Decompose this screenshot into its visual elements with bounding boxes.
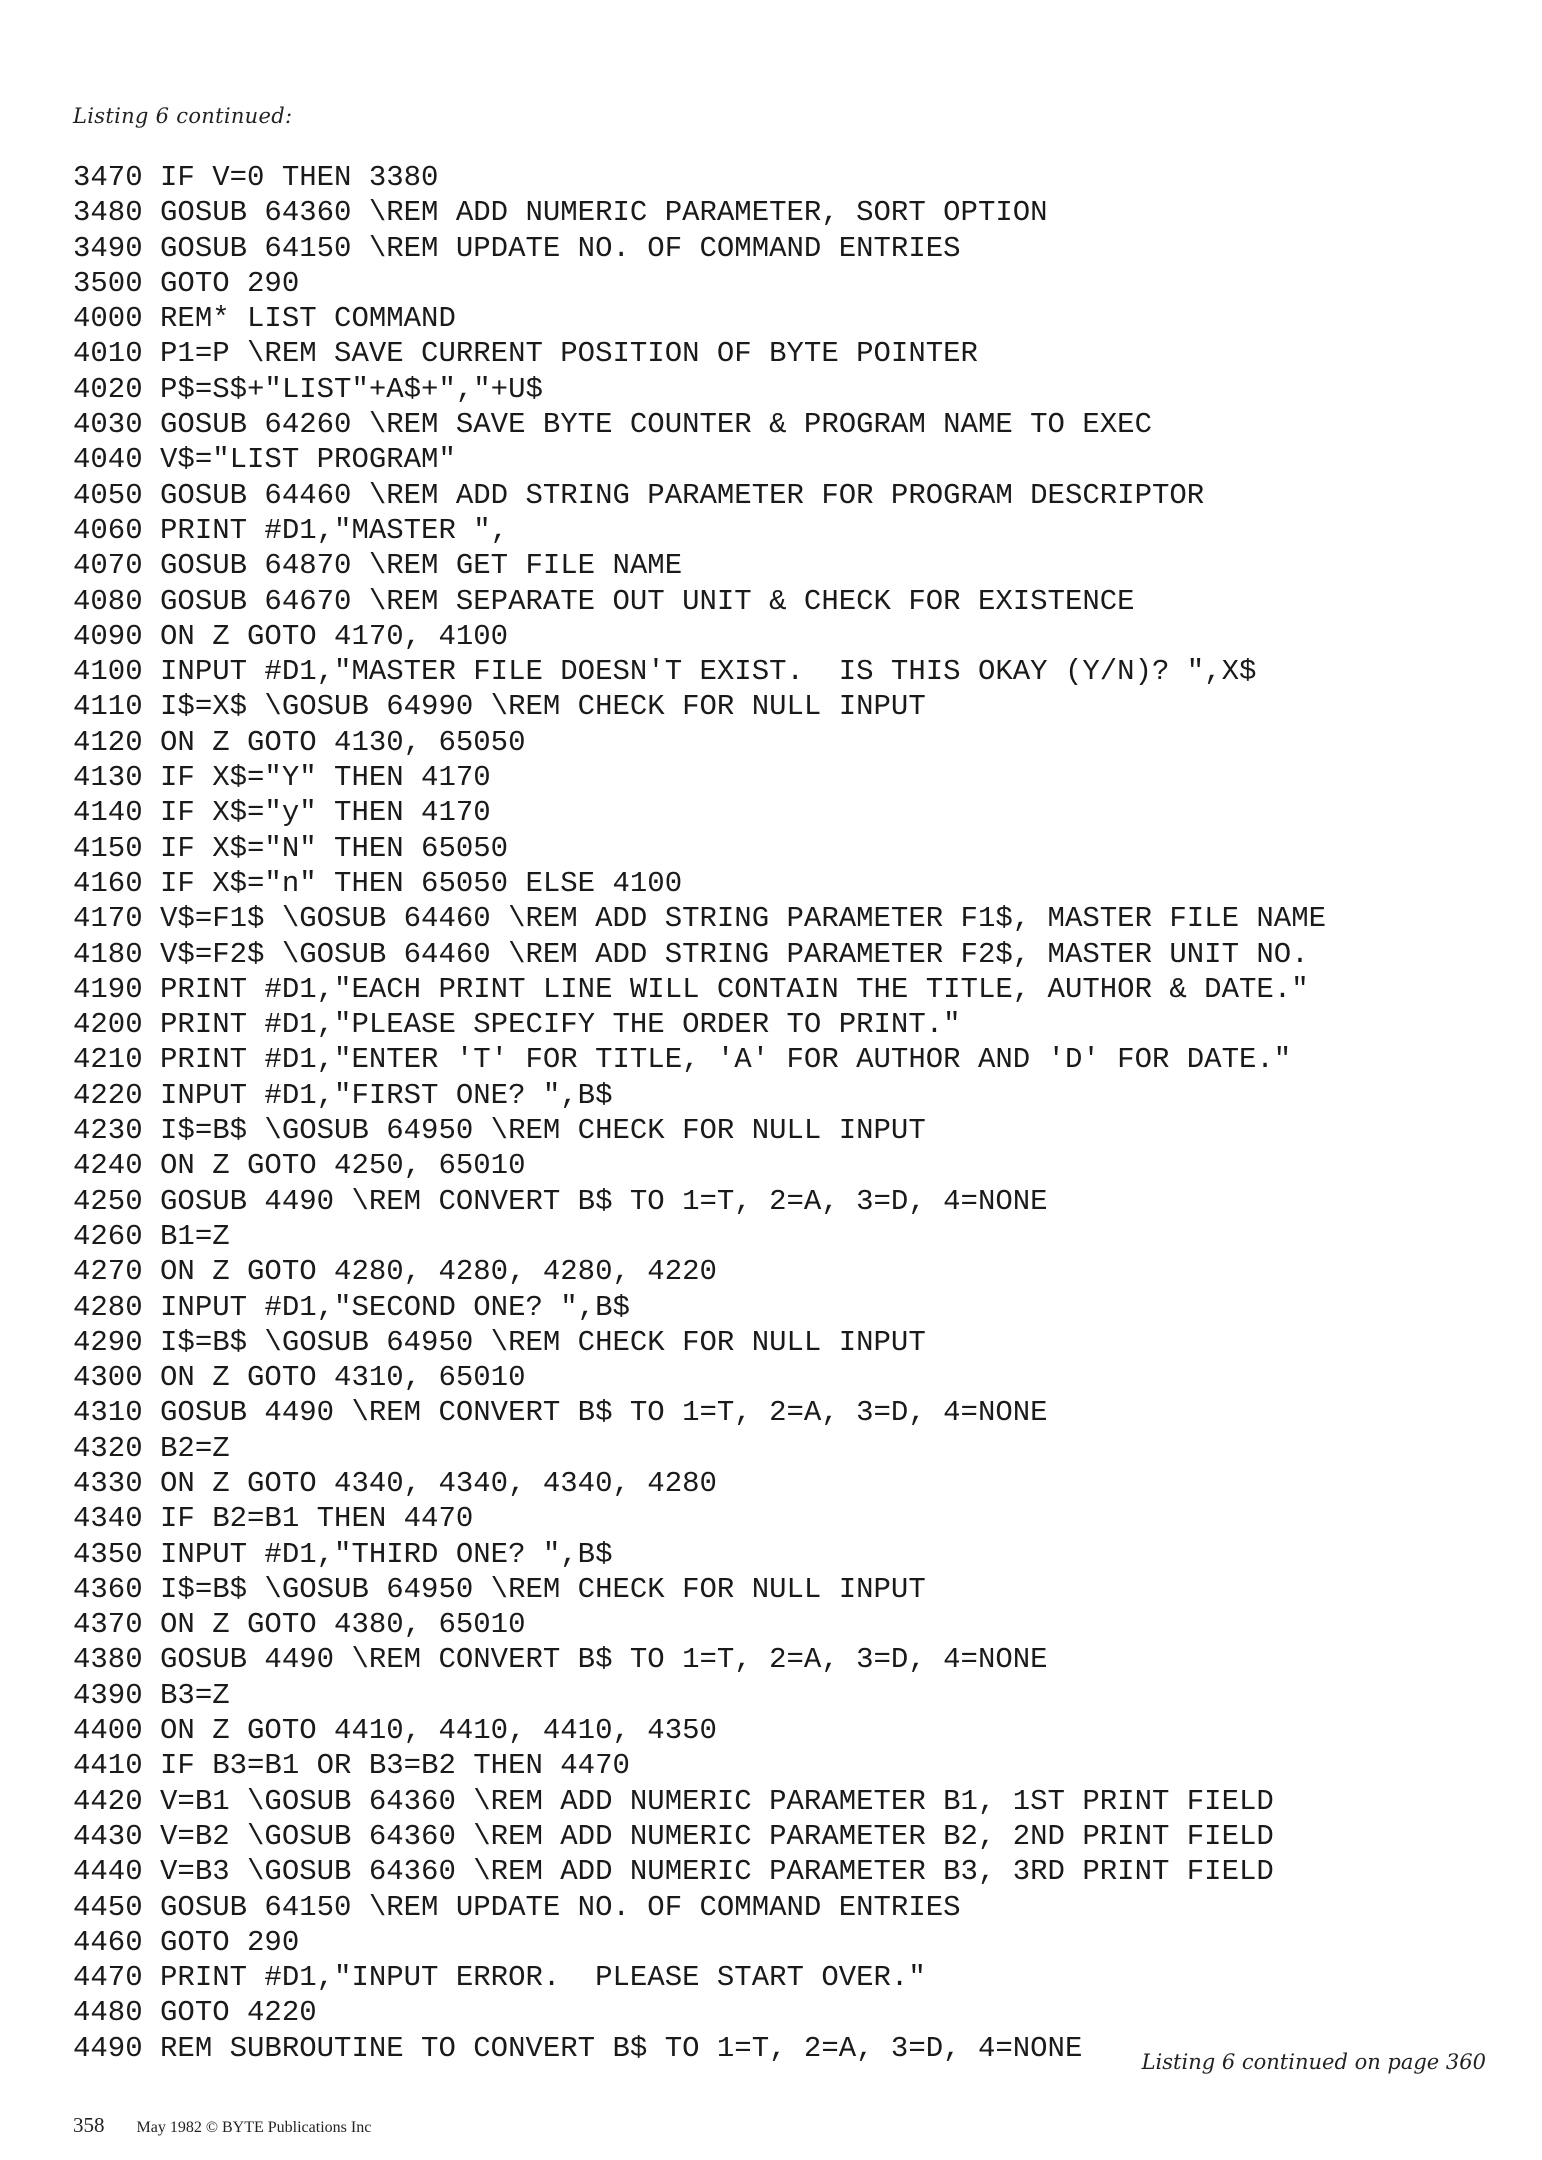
code-line: 4290 I$=B$ \GOSUB 64950 \REM CHECK FOR NULL INPUT xyxy=(73,1325,926,1359)
code-line: 4040 V$="LIST PROGRAM" xyxy=(73,443,456,477)
code-line: 3470 IF V=0 THEN 3380 xyxy=(73,161,439,194)
page-number: 358 xyxy=(73,2113,105,2137)
code-listing xyxy=(73,160,1326,2066)
code-line: 4280 INPUT #D1,"SECOND ONE? ",B$ xyxy=(73,1290,630,1324)
publication-credit: May 1982 © BYTE Publications Inc xyxy=(136,2119,372,2136)
code-line: 4470 PRINT #D1,"INPUT ERROR. PLEASE START OVER." xyxy=(73,1961,926,1995)
code-line: 4210 PRINT #D1,"ENTER 'T' FOR TITLE, 'A' FOR AUTHOR AND 'D' FOR DATE." xyxy=(73,1043,1292,1077)
code-line: 4090 ON Z GOTO 4170, 4100 xyxy=(73,619,509,653)
code-line: 4160 IF X$="n" THEN 65050 ELSE 4100 xyxy=(73,866,683,900)
code-line: 4330 ON Z GOTO 4340, 4340, 4340, 4280 xyxy=(73,1466,717,1500)
continuation-note: Listing 6 continued on page 360 xyxy=(1141,2050,1486,2074)
code-line: 4230 I$=B$ \GOSUB 64950 \REM CHECK FOR NULL INPUT xyxy=(73,1114,926,1148)
code-line: 4220 INPUT #D1,"FIRST ONE? ",B$ xyxy=(73,1078,613,1112)
code-line: 4370 ON Z GOTO 4380, 65010 xyxy=(73,1608,526,1642)
code-line: 4110 I$=X$ \GOSUB 64990 \REM CHECK FOR NULL INPUT xyxy=(73,690,926,724)
code-line: 4380 GOSUB 4490 \REM CONVERT B$ TO 1=T, 2=A, 3=D, 4=NONE xyxy=(73,1643,1048,1677)
code-line: 4430 V=B2 \GOSUB 64360 \REM ADD NUMERIC PARAMETER B2, 2ND PRINT FIELD xyxy=(73,1819,1274,1853)
code-line: 4350 INPUT #D1,"THIRD ONE? ",B$ xyxy=(73,1537,613,1571)
code-line: 4360 I$=B$ \GOSUB 64950 \REM CHECK FOR NULL INPUT xyxy=(73,1572,926,1606)
code-line: 4010 P1=P \REM SAVE CURRENT POSITION OF BYTE POINTER xyxy=(73,337,978,371)
code-line: 4450 GOSUB 64150 \REM UPDATE NO. OF COMMAND ENTRIES xyxy=(73,1890,961,1924)
code-line: 4410 IF B3=B1 OR B3=B2 THEN 4470 xyxy=(73,1749,630,1783)
code-line: 4140 IF X$="y" THEN 4170 xyxy=(73,796,491,830)
code-line: 4120 ON Z GOTO 4130, 65050 xyxy=(73,725,526,759)
code-line: 4260 B1=Z xyxy=(73,1219,230,1253)
code-line: 4250 GOSUB 4490 \REM CONVERT B$ TO 1=T, 2=A, 3=D, 4=NONE xyxy=(73,1184,1048,1218)
code-line: 4400 ON Z GOTO 4410, 4410, 4410, 4350 xyxy=(73,1714,717,1748)
code-line: 4490 REM SUBROUTINE TO CONVERT B$ TO 1=T, 2=A, 3=D, 4=NONE xyxy=(73,2031,1083,2065)
code-line: 4420 V=B1 \GOSUB 64360 \REM ADD NUMERIC PARAMETER B1, 1ST PRINT FIELD xyxy=(73,1784,1274,1818)
code-line: 4020 P$=S$+"LIST"+A$+","+U$ xyxy=(73,372,543,406)
code-line: 3490 GOSUB 64150 \REM UPDATE NO. OF COMMAND ENTRIES xyxy=(73,231,961,265)
code-line: 4240 ON Z GOTO 4250, 65010 xyxy=(73,1149,526,1183)
code-line: 4070 GOSUB 64870 \REM GET FILE NAME xyxy=(73,549,683,583)
code-line: 4050 GOSUB 64460 \REM ADD STRING PARAMETER FOR PROGRAM DESCRIPTOR xyxy=(73,478,1205,512)
code-line: 4200 PRINT #D1,"PLEASE SPECIFY THE ORDER TO PRINT." xyxy=(73,1008,961,1042)
code-line: 4170 V$=F1$ \GOSUB 64460 \REM ADD STRING PARAMETER F1$, MASTER FILE NAME xyxy=(73,902,1327,936)
code-line: 3500 GOTO 290 xyxy=(73,266,300,300)
code-line: 4080 GOSUB 64670 \REM SEPARATE OUT UNIT & CHECK FOR EXISTENCE xyxy=(73,584,1135,618)
code-line: 4180 V$=F2$ \GOSUB 64460 \REM ADD STRING PARAMETER F2$, MASTER UNIT NO. xyxy=(73,937,1309,971)
code-line: 4460 GOTO 290 xyxy=(73,1925,300,1959)
code-line: 4340 IF B2=B1 THEN 4470 xyxy=(73,1502,474,1536)
code-line: 4100 INPUT #D1,"MASTER FILE DOESN'T EXIST. IS THIS OKAY (Y/N)? ",X$ xyxy=(73,655,1257,689)
code-line: 4030 GOSUB 64260 \REM SAVE BYTE COUNTER & PROGRAM NAME TO EXEC xyxy=(73,408,1152,442)
page-footer xyxy=(73,2113,371,2138)
code-line: 3480 GOSUB 64360 \REM ADD NUMERIC PARAMETER, SORT OPTION xyxy=(73,196,1048,230)
code-line: 4390 B3=Z xyxy=(73,1678,230,1712)
code-line: 4440 V=B3 \GOSUB 64360 \REM ADD NUMERIC PARAMETER B3, 3RD PRINT FIELD xyxy=(73,1855,1274,1889)
code-line: 4320 B2=Z xyxy=(73,1431,230,1465)
code-line: 4000 REM* LIST COMMAND xyxy=(73,302,456,336)
code-line: 4190 PRINT #D1,"EACH PRINT LINE WILL CONTAIN THE TITLE, AUTHOR & DATE." xyxy=(73,972,1309,1006)
code-line: 4310 GOSUB 4490 \REM CONVERT B$ TO 1=T, 2=A, 3=D, 4=NONE xyxy=(73,1396,1048,1430)
code-line: 4300 ON Z GOTO 4310, 65010 xyxy=(73,1361,526,1395)
code-line: 4060 PRINT #D1,"MASTER ", xyxy=(73,513,509,547)
code-line: 4270 ON Z GOTO 4280, 4280, 4280, 4220 xyxy=(73,1255,717,1289)
code-line: 4130 IF X$="Y" THEN 4170 xyxy=(73,761,491,795)
code-line: 4480 GOTO 4220 xyxy=(73,1996,317,2030)
listing-caption: Listing 6 continued: xyxy=(73,104,293,128)
code-line: 4150 IF X$="N" THEN 65050 xyxy=(73,831,509,865)
